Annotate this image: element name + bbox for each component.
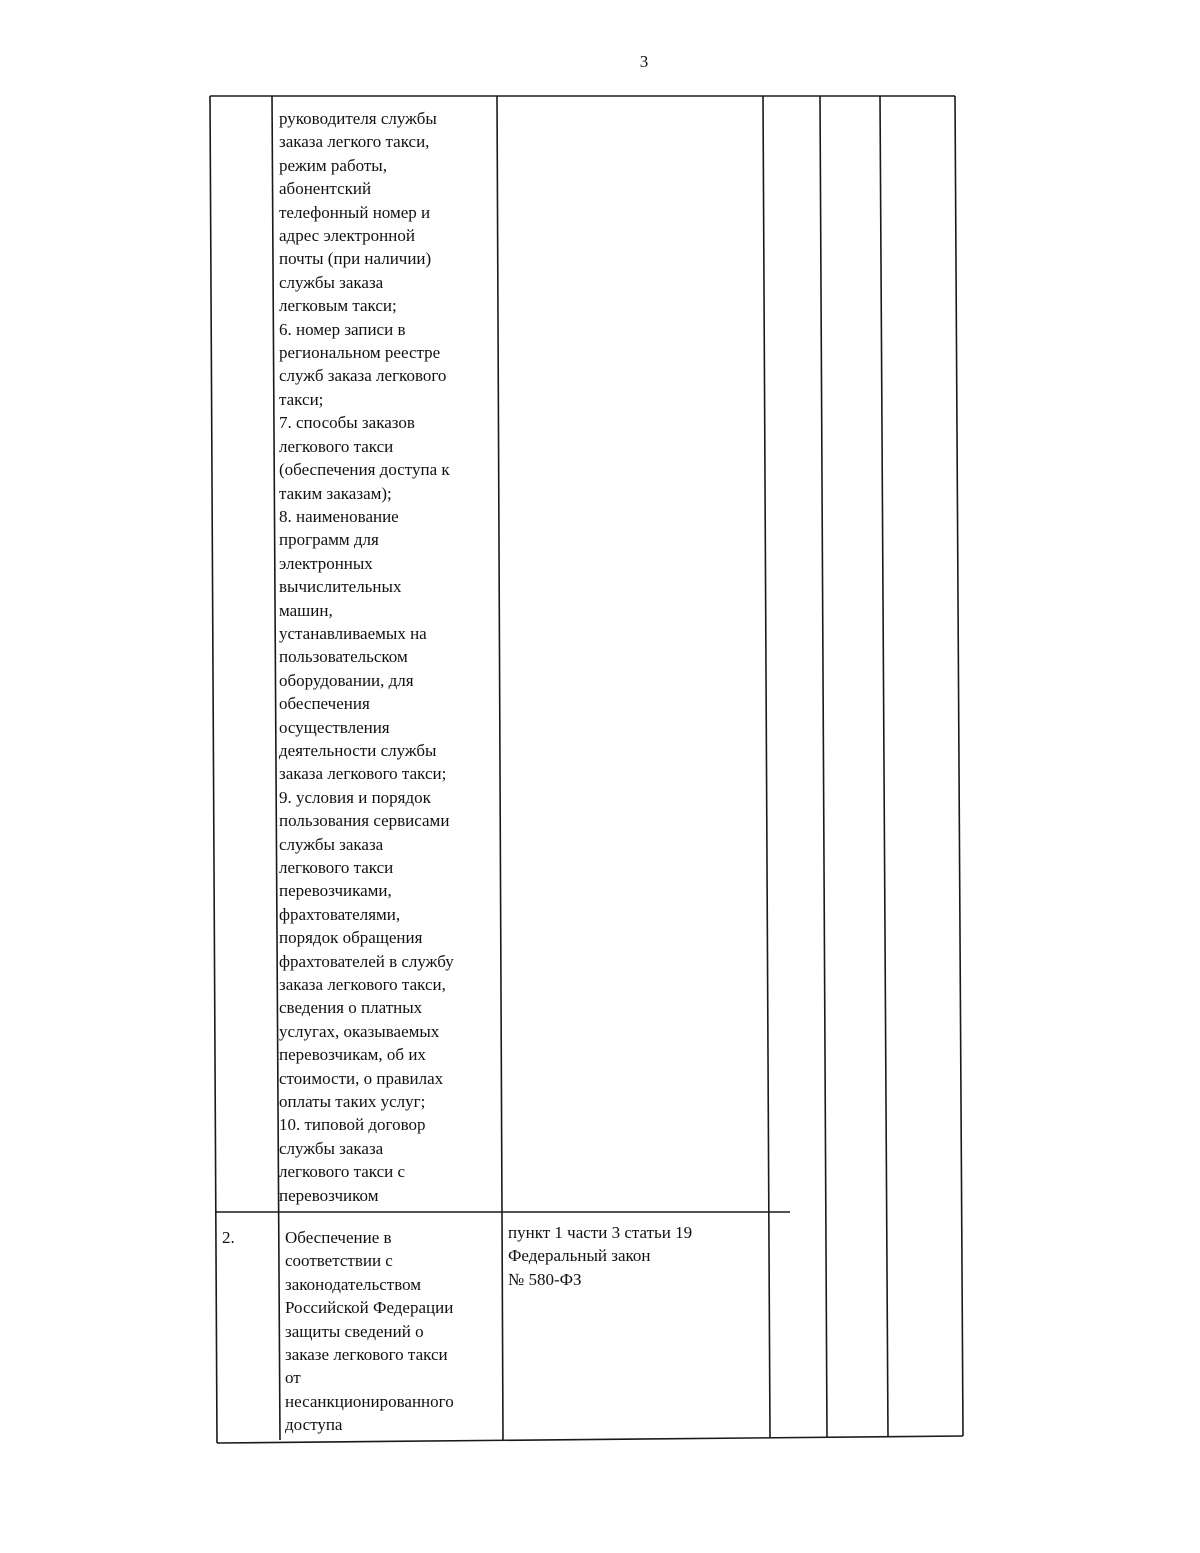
row-2-basis-cell: пункт 1 части 3 статьи 19 Федеральный закон № 580-ФЗ [508, 1223, 693, 1289]
column-line-1 [210, 96, 217, 1443]
page-number: 3 [639, 52, 649, 71]
row-2-number-cell: 2. [222, 1228, 235, 1247]
column-line-6 [880, 96, 888, 1437]
table-bottom-border [217, 1436, 963, 1443]
row-1-content-cell: руководителя службы заказа легкого такси, режим работы, абонентский телефонный номер и адрес электронной почты (при наличии) службы заказа легковым такси; 6. номер записи в региональном реестре служб заказа легкового такси; 7. способы заказов легкового такси (обеспечения доступа к таким заказам); 8. наименование программ для электронных вычислительных машин, устанавливаемых на пользовательском оборудовании, для обеспечения осуществления деятельности службы заказа легкового такси; 9. условия и порядок пользования сервисами службы заказа легкового такси перевозчиками, фрахтователями, порядок обращения фрахтователей в службу заказа легкового такси, сведения о платных услугах, оказываемых перевозчикам, об их стоимости, о правилах оплаты таких услуг; 10. типовой договор службы заказа легкового такси с перевозчиком [279, 109, 454, 1205]
column-line-3 [497, 96, 503, 1440]
column-line-5 [820, 96, 827, 1438]
column-line-7 [955, 96, 963, 1436]
row-2-content-cell: Обеспечение в соответствии с законодательством Российской Федерации защиты сведений о заказе легкового такси от несанкционированного доступа [285, 1228, 454, 1435]
